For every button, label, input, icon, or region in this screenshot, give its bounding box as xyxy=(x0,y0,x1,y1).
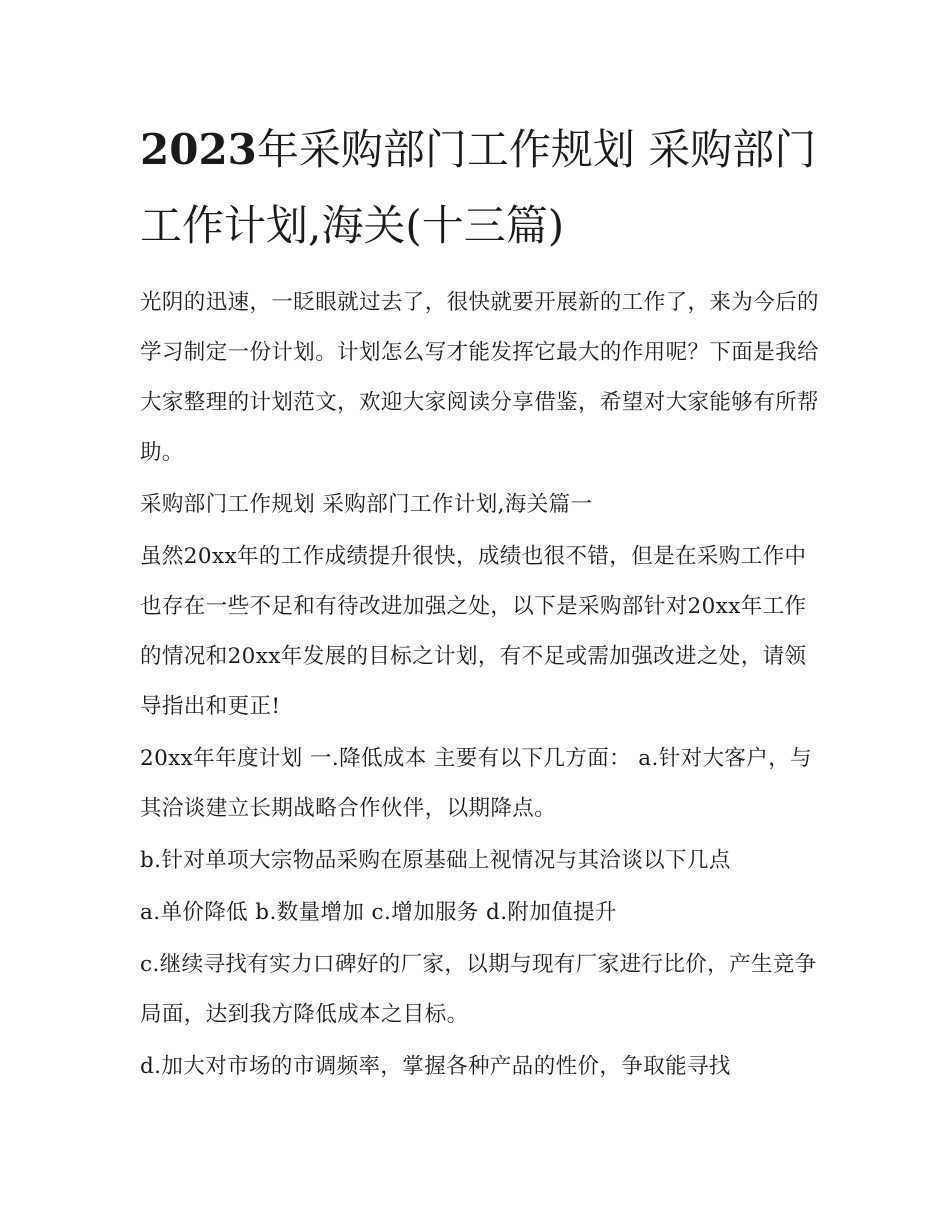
section-heading: 采购部门工作规划 采购部门工作计划,海关篇一 xyxy=(140,492,593,517)
body-paragraph: c.继续寻找有实力口碑好的厂家，以期与现有厂家进行比价，产生竞争局面，达到我方降低成本之目标。 xyxy=(140,952,817,1027)
document-title xyxy=(140,112,820,264)
body-paragraph: d.加大对市场的市调频率，掌握各种产品的性价，争取能寻找 xyxy=(140,1054,731,1079)
body-paragraph: a.单价降低 b.数量增加 c.增加服务 d.附加值提升 xyxy=(140,900,617,925)
intro-paragraph: 光阴的迅速，一眨眼就过去了，很快就要开展新的工作了，来为今后的学习制定一份计划。计划怎么写才能发挥它最大的作用呢？下面是我给大家整理的计划范文，欢迎大家阅读分享借鉴，希望对大家能够有所帮助。 xyxy=(140,290,819,465)
title-text: 年采购部门工作规划 采购部门工作计划,海关(十三篇) xyxy=(140,125,817,250)
body-paragraph: 虽然20xx年的工作成绩提升很快，成绩也很不错，但是在采购工作中也存在一些不足和有待改进加强之处，以下是采购部针对20xx年工作的情况和20xx年发展的目标之计划，有不足或需加强改进之处，请领导指出和更正! xyxy=(140,544,807,719)
body-paragraph: 20xx年年度计划 一.降低成本 主要有以下几方面： a.针对大客户，与其洽谈建立长期战略合作伙伴，以期降点。 xyxy=(140,746,813,821)
body-paragraph: b.针对单项大宗物品采购在原基础上视情况与其洽谈以下几点 xyxy=(140,848,731,873)
title-year: 2023 xyxy=(140,125,257,174)
document-page xyxy=(140,112,820,1092)
